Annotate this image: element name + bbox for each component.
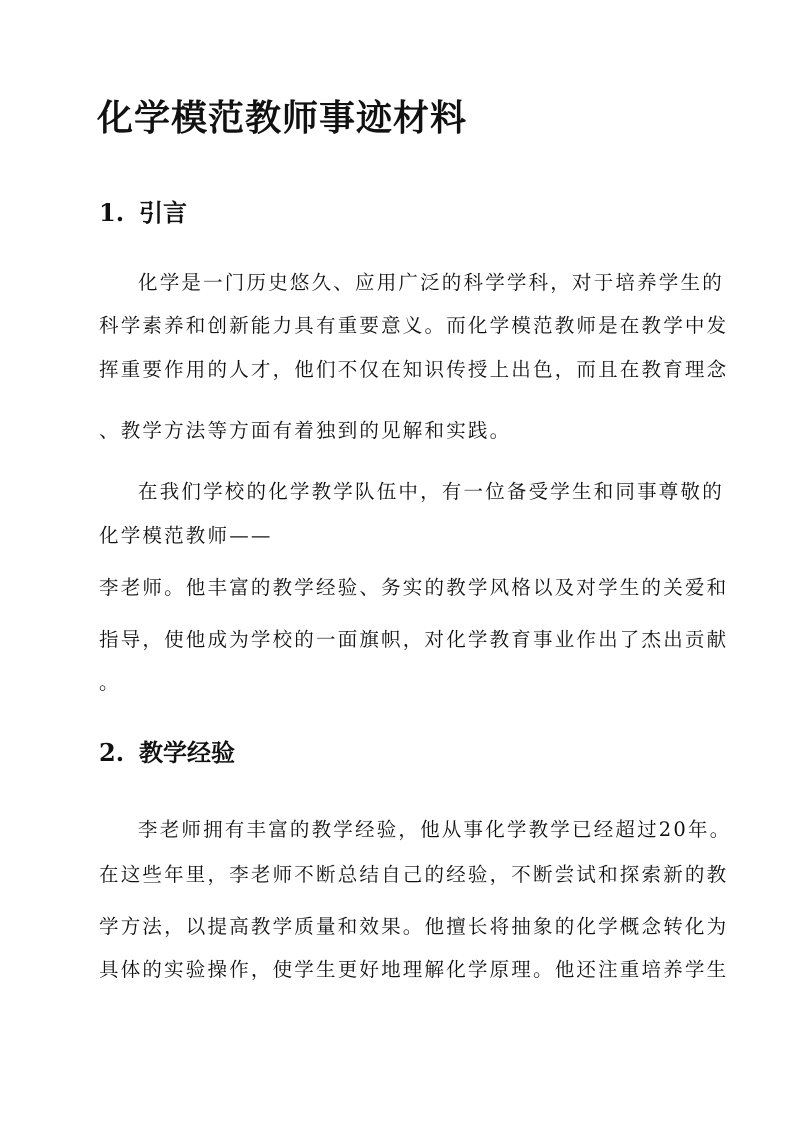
paragraph-line: 。	[99, 671, 121, 694]
section-heading-text: 引言	[139, 198, 187, 227]
section-number: 1.	[99, 198, 125, 227]
section-heading-teaching-experience	[99, 737, 235, 769]
paragraph-line: 李老师。他丰富的教学经验、务实的教学风格以及对学生的关爱和	[99, 576, 729, 599]
paragraph-line: 在这些年里，李老师不断总结自己的经验，不断尝试和探索新的教	[99, 863, 729, 886]
paragraph-line: 挥重要作用的人才，他们不仅在知识传授上出色，而且在教育理念	[99, 358, 729, 381]
section-number: 2.	[99, 738, 125, 767]
paragraph-line: 化学是一门历史悠久、应用广泛的科学学科，对于培养学生的	[138, 271, 724, 294]
paragraph-line: 学方法，以提高教学质量和效果。他擅长将抽象的化学概念转化为	[99, 915, 729, 938]
paragraph-line: 在我们学校的化学教学队伍中，有一位备受学生和同事尊敬的	[138, 480, 724, 503]
document-title: 化学模范教师事迹材料	[97, 97, 468, 139]
paragraph-line: 具体的实验操作，使学生更好地理解化学原理。他还注重培养学生	[99, 958, 729, 981]
paragraph-line: 指导，使他成为学校的一面旗帜，对化学教育事业作出了杰出贡献	[99, 628, 729, 651]
paragraph-line: 化学模范教师——	[99, 524, 273, 547]
section-heading-text: 教学经验	[139, 738, 235, 767]
paragraph-line: 、教学方法等方面有着独到的见解和实践。	[99, 419, 512, 442]
paragraph-line: 李老师拥有丰富的教学经验，他从事化学教学已经超过20年。	[138, 818, 732, 841]
paragraph-line: 科学素养和创新能力具有重要意义。而化学模范教师是在教学中发	[99, 314, 729, 337]
section-heading-introduction	[99, 197, 187, 229]
